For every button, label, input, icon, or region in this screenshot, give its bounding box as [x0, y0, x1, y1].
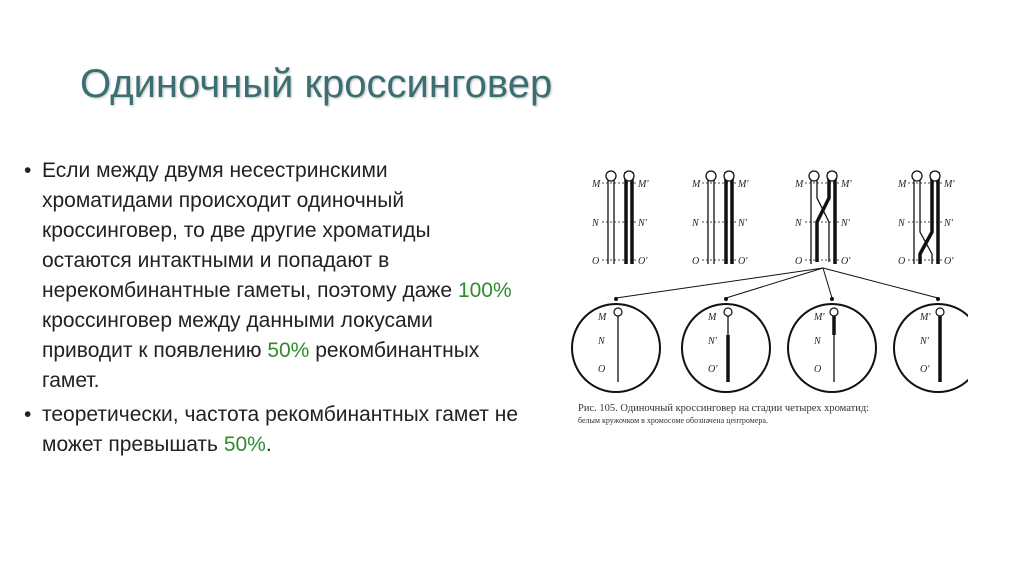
- locus-label: O': [638, 256, 648, 267]
- locus-label: N': [944, 218, 953, 229]
- centromere-icon: [827, 171, 837, 181]
- locus-label: O': [708, 364, 718, 375]
- figure-caption: [578, 402, 968, 426]
- locus-label: O': [920, 364, 930, 375]
- bullet-list: [20, 156, 520, 464]
- gamete-circle: [572, 304, 660, 392]
- locus-label: N: [795, 218, 802, 229]
- bullet-text: кроссинговер между данными локусами приводит к появлению: [42, 309, 433, 362]
- locus-label: O: [692, 256, 700, 267]
- centromere-icon: [606, 171, 616, 181]
- locus-label: M': [638, 179, 649, 190]
- centromere-icon: [830, 308, 838, 316]
- centromere-icon: [724, 171, 734, 181]
- arrow-line: [823, 268, 938, 298]
- centromere-icon: [724, 308, 732, 316]
- locus-label: M': [944, 179, 955, 190]
- caption-line-2: белым кружочком в хромосоме обозначена центромера.: [578, 416, 768, 425]
- centromere-icon: [912, 171, 922, 181]
- arrow-head-icon: [614, 297, 618, 301]
- caption-line-1: Рис. 105. Одиночный кроссинговер на стадии четырех хроматид:: [578, 403, 870, 414]
- locus-label: N: [692, 218, 699, 229]
- locus-label: M': [738, 179, 749, 190]
- arrow-head-icon: [830, 297, 834, 301]
- arrow-head-icon: [724, 297, 728, 301]
- locus-label: O': [944, 256, 954, 267]
- locus-label: O: [795, 256, 803, 267]
- locus-label: O: [592, 256, 600, 267]
- locus-label: M: [592, 179, 601, 190]
- locus-label: O: [898, 256, 906, 267]
- locus-label: M': [814, 312, 825, 323]
- arrow-line: [726, 268, 823, 298]
- locus-label: N: [598, 336, 605, 347]
- locus-label: N': [920, 336, 929, 347]
- centromere-icon: [936, 308, 944, 316]
- arrow-line: [616, 268, 823, 298]
- centromere-icon: [624, 171, 634, 181]
- locus-label: N: [898, 218, 905, 229]
- bullet-crossover-explanation: [20, 156, 520, 396]
- locus-label: N': [708, 336, 717, 347]
- gamete-circle: [682, 304, 770, 392]
- centromere-icon: [706, 171, 716, 181]
- slide-title: Одиночный кроссинговер: [80, 62, 553, 106]
- gamete-circle: [788, 304, 876, 392]
- highlight-percent: 100%: [457, 279, 512, 302]
- locus-label: M: [898, 179, 907, 190]
- bullet-text: рекомбинантных гамет.: [42, 339, 480, 392]
- arrow-head-icon: [936, 297, 940, 301]
- locus-label: O': [738, 256, 748, 267]
- bullet-theoretical-limit: [20, 400, 520, 460]
- locus-label: O': [841, 256, 851, 267]
- gamete-circle: [894, 304, 968, 392]
- locus-label: N: [814, 336, 821, 347]
- locus-label: M: [692, 179, 701, 190]
- highlight-percent: 50%: [267, 339, 310, 362]
- locus-label: M': [920, 312, 931, 323]
- locus-label: M: [795, 179, 804, 190]
- centromere-icon: [614, 308, 622, 316]
- locus-label: N': [638, 218, 647, 229]
- bullet-text: Если между двумя несестринскими хроматидами происходит одиночный кроссинговер, то две другие хроматиды остаются интактными и попадают в нерекомбинантные гаметы, поэтому даже: [42, 159, 458, 302]
- centromere-icon: [809, 171, 819, 181]
- locus-label: O: [598, 364, 606, 375]
- locus-label: N: [592, 218, 599, 229]
- bullet-text: теоретически, частота рекомбинантных гамет не может превышать: [42, 403, 519, 456]
- locus-label: N': [738, 218, 747, 229]
- locus-label: M': [841, 179, 852, 190]
- locus-label: O: [814, 364, 822, 375]
- arrow-line: [823, 268, 832, 298]
- centromere-icon: [930, 171, 940, 181]
- locus-label: M: [708, 312, 717, 323]
- bullet-text: .: [265, 433, 272, 456]
- locus-label: M: [598, 312, 607, 323]
- locus-label: N': [841, 218, 850, 229]
- highlight-percent: 50%: [223, 433, 266, 456]
